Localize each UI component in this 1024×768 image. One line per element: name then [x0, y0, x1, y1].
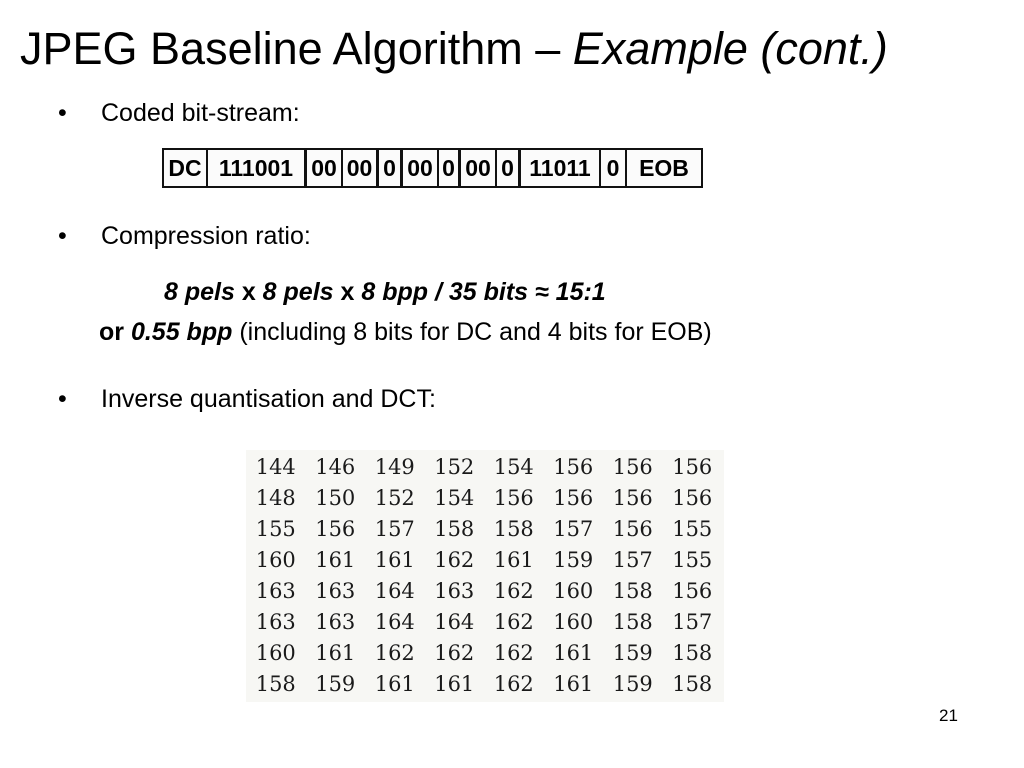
- matrix-cell: 161: [315, 640, 356, 665]
- bullet-compression-ratio: [58, 220, 311, 252]
- matrix-cell: 163: [255, 579, 296, 603]
- matrix-cell: 158: [672, 640, 713, 665]
- matrix-cell: 149: [374, 455, 415, 480]
- bitstream-segment: 00: [343, 150, 379, 186]
- matrix-cell: 154: [434, 486, 475, 511]
- matrix-cell: 156: [315, 517, 356, 542]
- matrix-cell: 155: [255, 517, 296, 542]
- matrix-cell: 156: [553, 486, 594, 511]
- title-emphasis: Example (cont.): [572, 23, 888, 74]
- matrix-cell: 158: [493, 517, 534, 542]
- matrix-cell: 162: [434, 640, 475, 665]
- formula-operator: x: [333, 278, 362, 306]
- matrix-cell: 159: [315, 671, 356, 696]
- matrix-cell: 158: [672, 671, 713, 696]
- matrix-cell: 161: [553, 640, 594, 665]
- matrix-cell: 152: [434, 455, 475, 480]
- matrix-cell: 159: [553, 548, 594, 573]
- matrix-cell: 160: [255, 640, 296, 665]
- bullet-dot: •: [58, 385, 67, 413]
- matrix-cell: 161: [553, 671, 594, 696]
- matrix-row: [246, 668, 722, 699]
- matrix-cell: 160: [553, 579, 594, 603]
- matrix-cell: 155: [672, 548, 713, 573]
- matrix-cell: 163: [315, 609, 356, 634]
- matrix-cell: 160: [553, 609, 594, 634]
- bitstream-segment: 0: [497, 150, 521, 186]
- matrix-cell: 162: [493, 671, 534, 696]
- matrix-cell: 156: [672, 486, 713, 511]
- reconstructed-pixel-matrix: [246, 450, 724, 702]
- matrix-cell: 152: [374, 486, 415, 511]
- formula-or: or: [99, 318, 131, 346]
- bitstream-segment: 00: [461, 150, 497, 186]
- matrix-cell: 146: [315, 455, 356, 480]
- matrix-cell: 158: [612, 609, 653, 634]
- bitstream-segment: 0: [439, 150, 461, 186]
- title-main: JPEG Baseline Algorithm –: [20, 23, 573, 74]
- bitstream-segment: 11011: [521, 150, 601, 186]
- matrix-cell: 156: [672, 579, 713, 603]
- matrix-cell: 156: [612, 517, 653, 542]
- bullet-dot: •: [58, 99, 67, 127]
- formula-note: (including 8 bits for DC and 4 bits for EOB): [232, 318, 712, 346]
- matrix-cell: 160: [255, 548, 296, 573]
- matrix-row: [246, 606, 722, 637]
- matrix-cell: 156: [553, 455, 594, 480]
- matrix-cell: 158: [255, 671, 296, 696]
- matrix-cell: 148: [255, 486, 296, 511]
- bullet-label: Coded bit-stream:: [101, 99, 300, 127]
- matrix-cell: 157: [374, 517, 415, 542]
- matrix-row: [246, 576, 722, 607]
- matrix-cell: 157: [553, 517, 594, 542]
- matrix-cell: 154: [493, 455, 534, 480]
- compression-formula: [164, 275, 606, 309]
- matrix-cell: 156: [672, 455, 713, 480]
- matrix-table: [246, 452, 722, 699]
- formula-operator: x: [234, 278, 263, 306]
- matrix-cell: 161: [374, 671, 415, 696]
- compression-bpp-line: [99, 315, 712, 349]
- bitstream-bar: [162, 148, 703, 188]
- matrix-cell: 162: [493, 579, 534, 603]
- matrix-cell: 157: [672, 609, 713, 634]
- matrix-cell: 161: [315, 548, 356, 573]
- matrix-row: [246, 452, 722, 483]
- page-number: 21: [939, 706, 958, 725]
- bitstream-segment: 00: [307, 150, 343, 186]
- matrix-row: [246, 637, 722, 668]
- formula-term: 8 pels: [164, 278, 235, 306]
- matrix-cell: 161: [434, 671, 475, 696]
- bitstream-segment: 111001: [208, 150, 307, 186]
- formula-result: / 35 bits ≈ 15:1: [428, 278, 606, 306]
- matrix-cell: 162: [434, 548, 475, 573]
- matrix-cell: 157: [612, 548, 653, 573]
- matrix-row: [246, 514, 722, 545]
- bitstream-segment: 0: [601, 150, 627, 186]
- matrix-cell: 155: [672, 517, 713, 542]
- matrix-cell: 159: [612, 671, 653, 696]
- bitstream-segment: EOB: [639, 154, 689, 181]
- matrix-cell: 156: [493, 486, 534, 511]
- matrix-cell: 144: [255, 455, 296, 480]
- bitstream-segment: 0: [379, 150, 403, 186]
- matrix-row: [246, 545, 722, 576]
- matrix-cell: 163: [255, 609, 296, 634]
- matrix-cell: 162: [374, 640, 415, 665]
- matrix-cell: 159: [612, 640, 653, 665]
- bullet-coded-bitstream: [58, 97, 300, 129]
- matrix-cell: 164: [374, 579, 415, 603]
- matrix-cell: 161: [493, 548, 534, 573]
- bitstream-segment: 00: [403, 150, 439, 186]
- matrix-cell: 150: [315, 486, 356, 511]
- matrix-cell: 161: [374, 548, 415, 573]
- matrix-cell: 162: [493, 640, 534, 665]
- matrix-cell: 164: [374, 609, 415, 634]
- matrix-row: [246, 483, 722, 514]
- bullet-label: Inverse quantisation and DCT:: [101, 385, 436, 413]
- bitstream-segment: DC: [164, 150, 208, 186]
- matrix-cell: 163: [434, 579, 475, 603]
- bullet-label: Compression ratio:: [101, 222, 311, 250]
- matrix-cell: 163: [315, 579, 356, 603]
- formula-bpp: 0.55 bpp: [130, 318, 233, 346]
- matrix-cell: 158: [612, 579, 653, 603]
- bullet-dot: •: [58, 222, 67, 250]
- matrix-cell: 156: [612, 486, 653, 511]
- bullet-inverse-quantisation: [58, 383, 436, 415]
- formula-term: 8 pels: [262, 278, 334, 306]
- formula-term: 8 bpp: [361, 278, 429, 306]
- matrix-cell: 156: [612, 455, 653, 480]
- matrix-cell: 162: [493, 609, 534, 634]
- slide-title: [20, 14, 888, 84]
- matrix-cell: 164: [434, 609, 475, 634]
- matrix-cell: 158: [434, 517, 475, 542]
